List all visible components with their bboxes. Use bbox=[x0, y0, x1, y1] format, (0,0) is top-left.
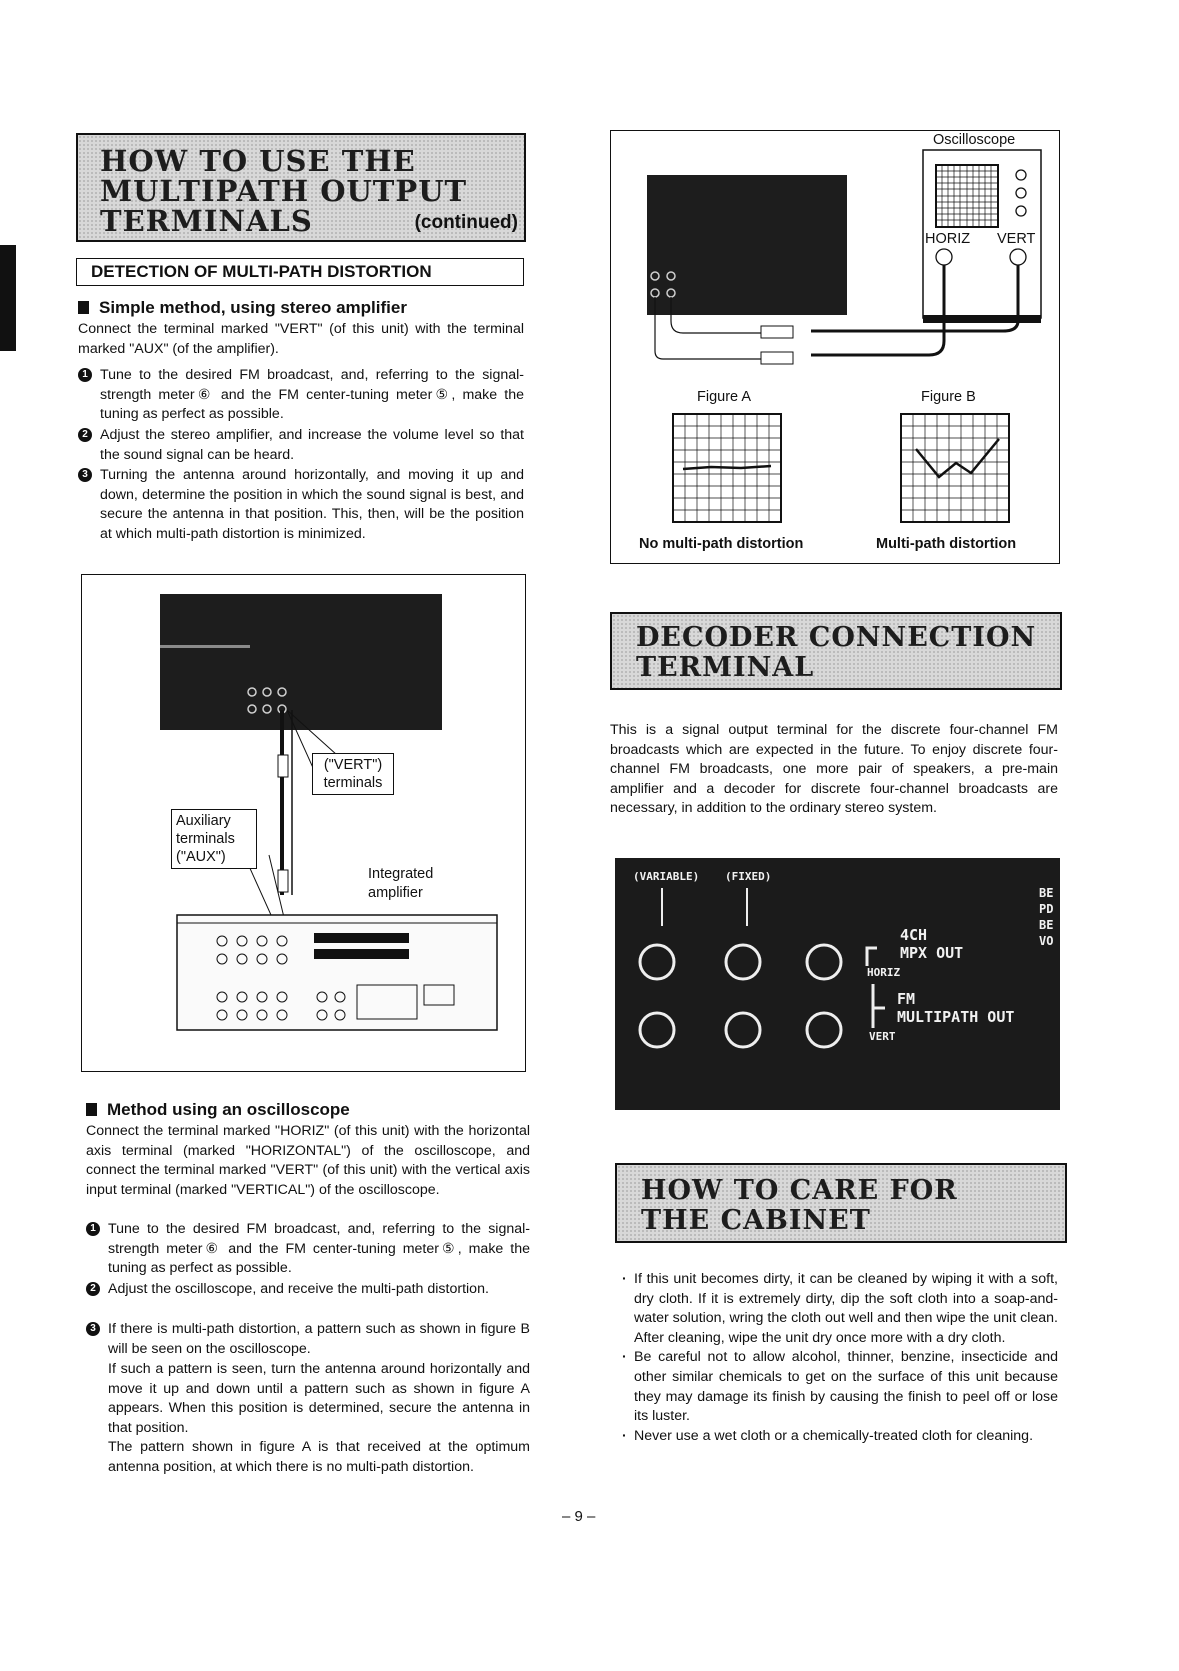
figure-b-screen bbox=[901, 414, 1009, 522]
decoder-banner bbox=[610, 612, 1062, 690]
vert-label-line-2: terminals bbox=[323, 775, 383, 791]
vert-terminals-label bbox=[312, 753, 394, 795]
plug-vert bbox=[761, 326, 793, 338]
step-number-2: 2 bbox=[78, 428, 92, 442]
banner-line-2: MULTIPATH OUTPUT bbox=[100, 174, 468, 208]
vert-label-line-1: ("VERT") bbox=[323, 757, 383, 773]
osc-step-2 bbox=[86, 1280, 530, 1300]
panel-edge-4: VO bbox=[1039, 934, 1054, 948]
vert-label: VERT bbox=[997, 231, 1036, 247]
oscilloscope-figure bbox=[610, 130, 1060, 564]
banner-line-1: HOW TO USE THE bbox=[100, 144, 416, 178]
side-tab-mark bbox=[0, 245, 16, 351]
osc-step-3-text: If there is multi-path distortion, a pattern such as shown in figure B will be seen on the oscilloscope. bbox=[108, 1321, 530, 1357]
tuner-rear-photo-small bbox=[647, 175, 847, 315]
panel-variable-label: (VARIABLE) bbox=[633, 870, 700, 883]
osc-step-1-text: Tune to the desired FM broadcast, and, referring to the signal-strength meter⑥ and the FM center-tuning meter⑤, make the tuning as perfect as possible. bbox=[108, 1221, 530, 1277]
care-bullet-3: · Never use a wet cloth or a chemically-treated cloth for cleaning. bbox=[622, 1427, 1058, 1447]
care-bullet-2: · Be careful not to allow alcohol, thinner, benzine, insecticide and other similar chemicals to get on the surface of this unit because they may damage its finish by causing the finish to peel off or lose its luster. bbox=[622, 1348, 1058, 1426]
simple-step-3-text: Turning the antenna around horizontally, and moving it up and down, determine the position in which the sound signal is best, and secure the antenna in that position. This, then, will be the position at which multi-path distortion is minimized. bbox=[100, 467, 524, 542]
panel-horiz-label: HORIZ bbox=[867, 966, 901, 979]
panel-vert-label: VERT bbox=[869, 1030, 896, 1043]
simple-step-3 bbox=[78, 466, 524, 544]
plug-horiz bbox=[761, 352, 793, 364]
aux-terminals-label bbox=[171, 809, 257, 869]
amp-label-line-2: amplifier bbox=[368, 885, 423, 901]
osc-step-number-1: 1 bbox=[86, 1222, 100, 1236]
connection-diagram bbox=[82, 575, 525, 1071]
amplifier-body bbox=[177, 915, 497, 1030]
figure-a-caption: No multi-path distortion bbox=[639, 536, 804, 552]
panel-edge-3: BE bbox=[1039, 918, 1054, 932]
mpx-bracket bbox=[867, 948, 877, 966]
decoder-banner-line-1: DECODER CONNECTION bbox=[636, 622, 1037, 653]
cabinet-banner-line-1: HOW TO CARE FOR bbox=[641, 1175, 958, 1206]
horiz-label: HORIZ bbox=[925, 231, 971, 247]
plug-lower bbox=[278, 870, 288, 892]
oscilloscope-method-heading: Method using an oscilloscope bbox=[86, 1100, 350, 1120]
aux-label-line-2: terminals bbox=[176, 831, 235, 847]
panel-fixed-label: (FIXED) bbox=[725, 870, 772, 883]
panel-4ch-label: 4CH bbox=[900, 926, 928, 944]
step-number-3: 3 bbox=[78, 468, 92, 482]
multipath-bracket bbox=[873, 984, 885, 1028]
aux-label-line-1: Auxiliary bbox=[176, 813, 231, 829]
detection-heading: DETECTION OF MULTI-PATH DISTORTION bbox=[91, 262, 432, 281]
figure-a-label: Figure A bbox=[697, 389, 751, 405]
figure-b-label: Figure B bbox=[921, 389, 976, 405]
simple-intro: Connect the terminal marked "VERT" (of this unit) with the terminal marked "AUX" (of the amplifier). bbox=[78, 321, 524, 357]
decoder-description: This is a signal output terminal for the discrete four-channel FM broadcasts which are expected in the future. To enjoy discrete four-channel FM broadcasts, one more pair of speakers, a pre-main amplifier and a decoder for discrete four-channel broadcasts are necessary, in addition to the ordinary stereo system. bbox=[610, 722, 1058, 817]
panel-mpx-label: MPX OUT bbox=[900, 944, 964, 962]
panel-multipath-label: MULTIPATH OUT bbox=[897, 1008, 1015, 1026]
cabinet-banner-line-2: THE CABINET bbox=[641, 1205, 871, 1236]
osc-step-2-text: Adjust the oscilloscope, and receive the multi-path distortion. bbox=[108, 1281, 489, 1297]
osc-step-3 bbox=[86, 1320, 530, 1359]
rear-panel-jacks bbox=[615, 858, 1060, 1110]
step-number-1: 1 bbox=[78, 368, 92, 382]
oscilloscope-diagram bbox=[611, 131, 1059, 563]
aux-label-line-3: ("AUX") bbox=[176, 849, 226, 865]
scope-foot bbox=[923, 315, 1041, 323]
simple-method-heading: Simple method, using stereo amplifier bbox=[78, 298, 407, 318]
page-number: – 9 – bbox=[562, 1508, 596, 1525]
banner-line-3: TERMINALS bbox=[100, 204, 313, 238]
decoder-banner-line-2: TERMINAL bbox=[636, 652, 815, 683]
oscilloscope-intro: Connect the terminal marked "HORIZ" (of this unit) with the horizontal axis terminal (marked "HORIZONTAL") of the oscilloscope, and connect the terminal marked "VERT" (of this unit) with the vertical axis input terminal (marked "VERTICAL") of the oscilloscope. bbox=[86, 1123, 530, 1198]
simple-step-1-text: Tune to the desired FM broadcast, and, referring to the signal-strength meter⑥ and the FM center-tuning meter⑤, make the tuning as perfect as possible. bbox=[100, 367, 524, 423]
panel-fm-label: FM bbox=[897, 990, 916, 1008]
osc-step-1 bbox=[86, 1220, 530, 1279]
osc-step-3-extra-2: The pattern shown in figure A is that received at the optimum antenna position, at which there is no multi-path distortion. bbox=[108, 1439, 530, 1475]
amplifier-label bbox=[368, 865, 433, 903]
care-bullet-1: · If this unit becomes dirty, it can be cleaned by wiping it with a soft, dry cloth. If it is extremely dirty, dip the soft cloth into a soap-and-water solution, wring the cloth out well and then wipe the unit clean. After cleaning, wipe the unit dry once more with a dry cloth. bbox=[622, 1270, 1058, 1348]
plug-upper bbox=[278, 755, 288, 777]
rear-panel-photo bbox=[615, 858, 1060, 1110]
multipath-banner bbox=[76, 133, 526, 242]
osc-step-number-2: 2 bbox=[86, 1282, 100, 1296]
tuner-rear-highlight bbox=[160, 645, 250, 648]
stereo-connection-figure bbox=[81, 574, 526, 1072]
panel-edge-1: BE bbox=[1039, 886, 1054, 900]
simple-step-2 bbox=[78, 426, 524, 465]
cabinet-care-list bbox=[622, 1270, 1058, 1446]
tuner-rear-photo bbox=[160, 594, 442, 730]
banner-continued: (continued) bbox=[414, 212, 518, 233]
panel-jacks bbox=[640, 945, 841, 1047]
amp-label-line-1: Integrated bbox=[368, 866, 434, 882]
osc-step-3-extra-1: If such a pattern is seen, turn the antenna around horizontally and move it up and down until a pattern such as shown in figure A appears. When this position is determined, secure the antenna in that position. bbox=[108, 1361, 530, 1436]
simple-step-2-text: Adjust the stereo amplifier, and increase the volume level so that the sound signal can be heard. bbox=[100, 427, 524, 463]
simple-step-1 bbox=[78, 366, 524, 425]
detection-heading-box bbox=[76, 258, 524, 286]
figure-b-caption: Multi-path distortion bbox=[876, 536, 1017, 552]
panel-edge-2: PD bbox=[1039, 902, 1054, 916]
oscilloscope-label: Oscilloscope bbox=[933, 132, 1016, 148]
cabinet-banner bbox=[615, 1163, 1067, 1243]
osc-step-number-3: 3 bbox=[86, 1322, 100, 1336]
